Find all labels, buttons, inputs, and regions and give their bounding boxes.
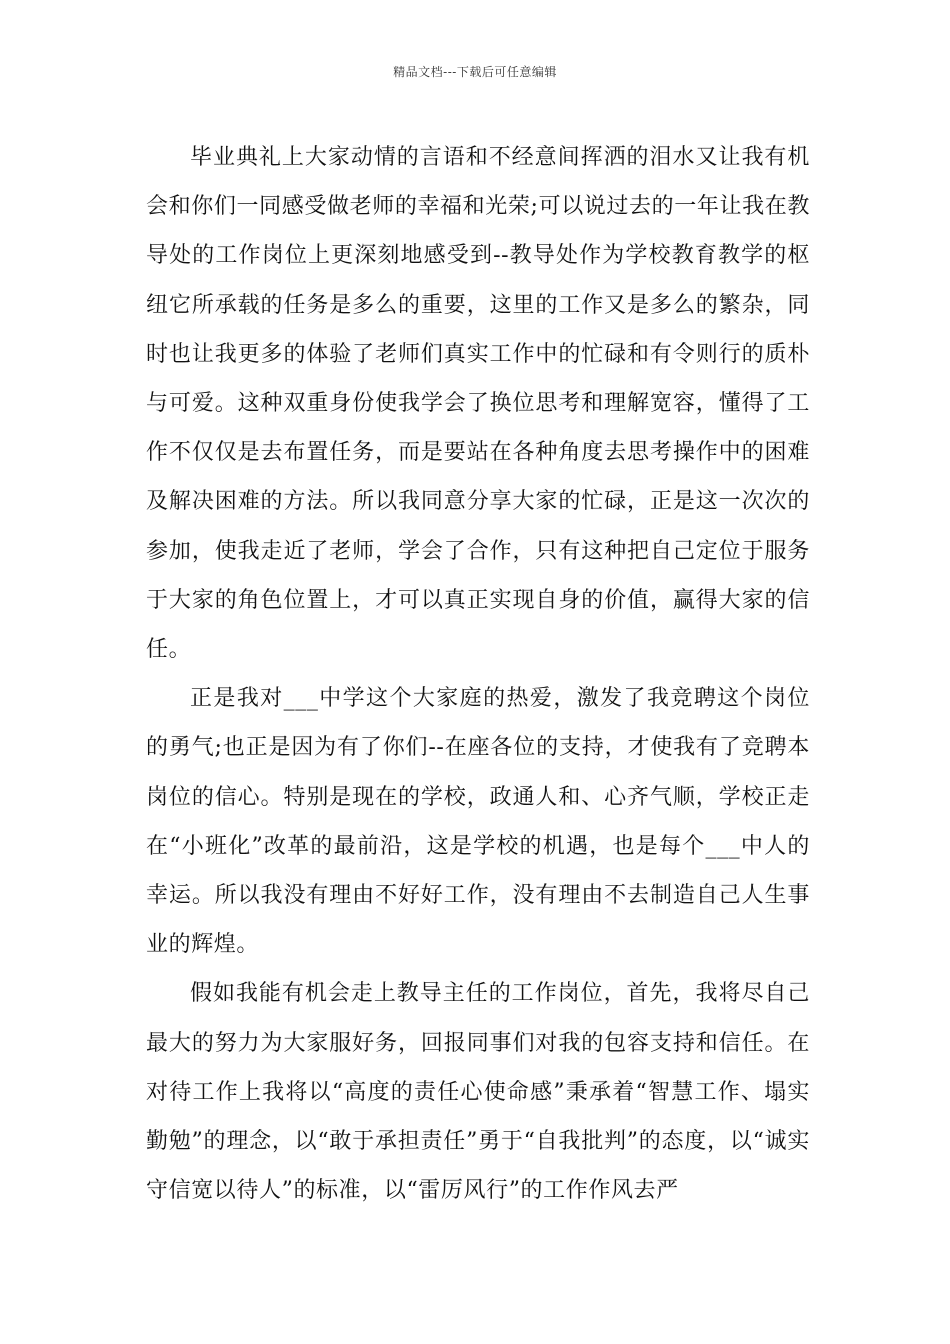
paragraph-1: 毕业典礼上大家动情的言语和不经意间挥洒的泪水又让我有机会和你们一同感受做老师的幸福和光荣;可以说过去的一年让我在教导处的工作岗位上更深刻地感受到--教导处作为学校教育教学的枢纽它所承载的任务是多么的重要，这里的工作又是多么的繁杂，同时也让我更多的体验了老师们真实工作中的忙碌和有令则行的质朴与可爱。这种双重身份使我学会了换位思考和理解宽容，懂得了工作不仅仅是去布置任务，而是要站在各种角度去思考操作中的困难及解决困难的方法。所以我同意分享大家的忙碌，正是这一次次的参加，使我走近了老师，学会了合作，只有这种把自己定位于服务于大家的角色位置上，才可以真正实现自身的价值，赢得大家的信任。 (146, 145, 810, 663)
paragraph-2: 正是我对___中学这个大家庭的热爱，激发了我竞聘这个岗位的勇气;也正是因为有了你们--在座各位的支持，才使我有了竞聘本岗位的信心。特别是现在的学校，政通人和、心齐气顺，学校正走在“小班化”改革的最前沿，这是学校的机遇，也是每个___中人的幸运。所以我没有理由不好好工作，没有理由不去制造自己人生事业的辉煌。 (146, 686, 810, 958)
document-body (146, 133, 810, 1215)
paragraph-3: 假如我能有机会走上教导主任的工作岗位，首先，我将尽自己最大的努力为大家服好务，回报同事们对我的包容支持和信任。在对待工作上我将以“高度的责任心使命感”秉承着“智慧工作、塌实勤勉”的理念，以“敢于承担责任”勇于“自我批判”的态度，以“诚实守信宽以待人”的标准，以“雷厉风行”的工作作风去严 (146, 981, 810, 1204)
page-header: 精品文档---下载后可任意编辑 (393, 65, 557, 79)
